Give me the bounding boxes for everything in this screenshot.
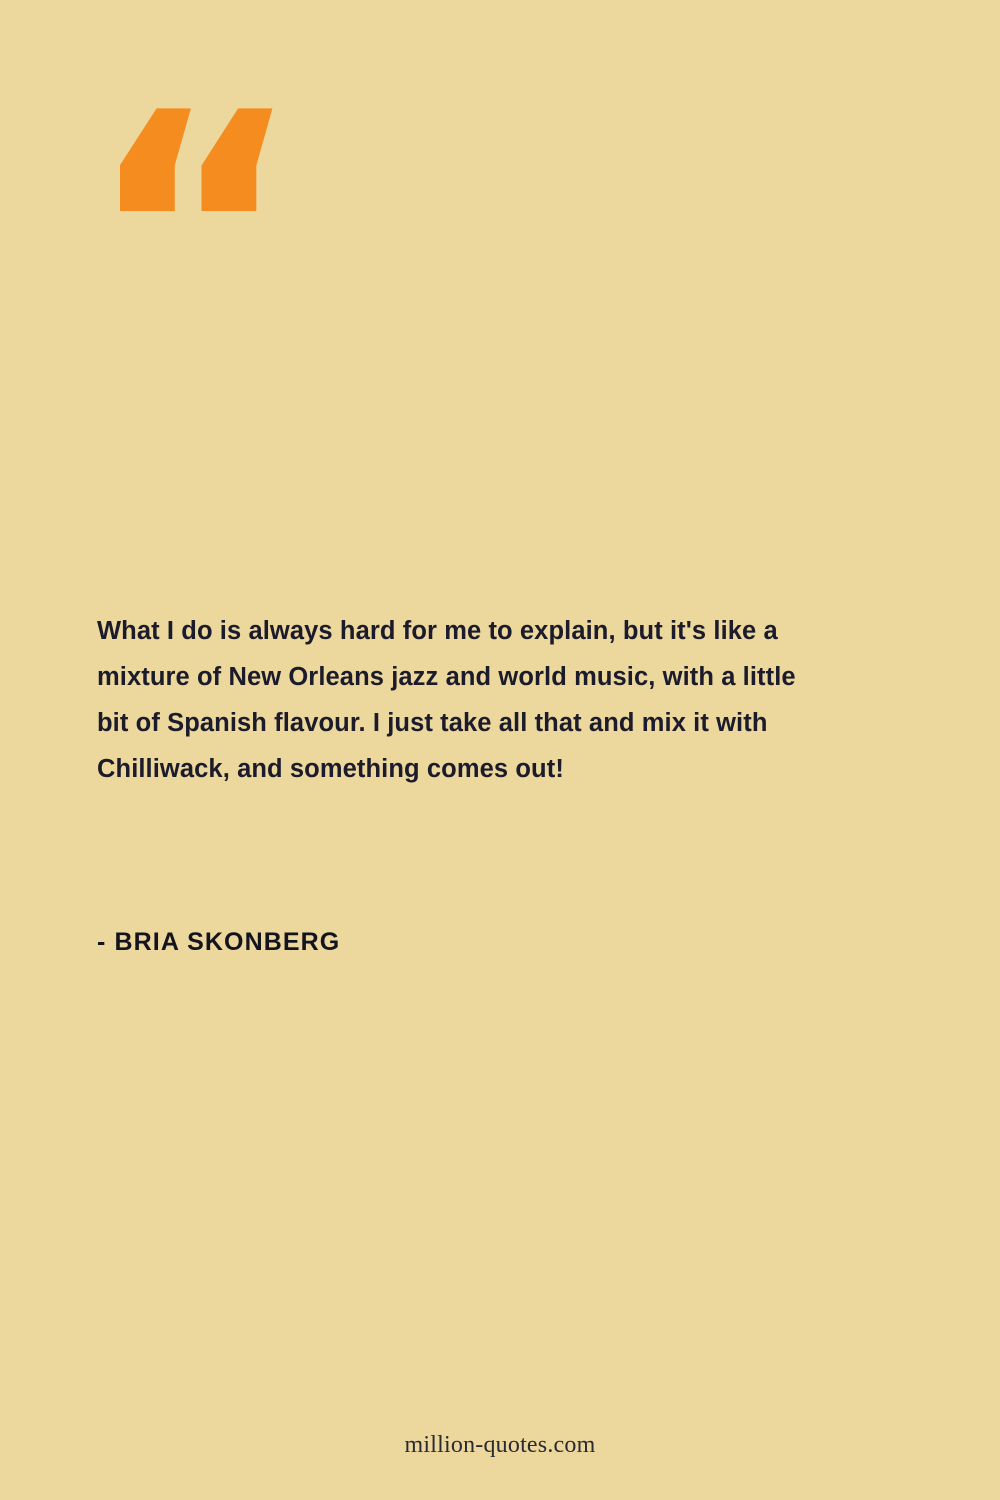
site-watermark: million-quotes.com [404, 1432, 596, 1458]
quote-author: - BRIA SKONBERG [97, 928, 341, 956]
quotation-mark-icon: “ [86, 43, 297, 427]
quote-text: What I do is always hard for me to explain, but it's like a mixture of New Orleans jazz and world music, with a little bit of Spanish flavour. I just take all that and mix it with Chilliwack, and something comes out! [97, 617, 796, 783]
